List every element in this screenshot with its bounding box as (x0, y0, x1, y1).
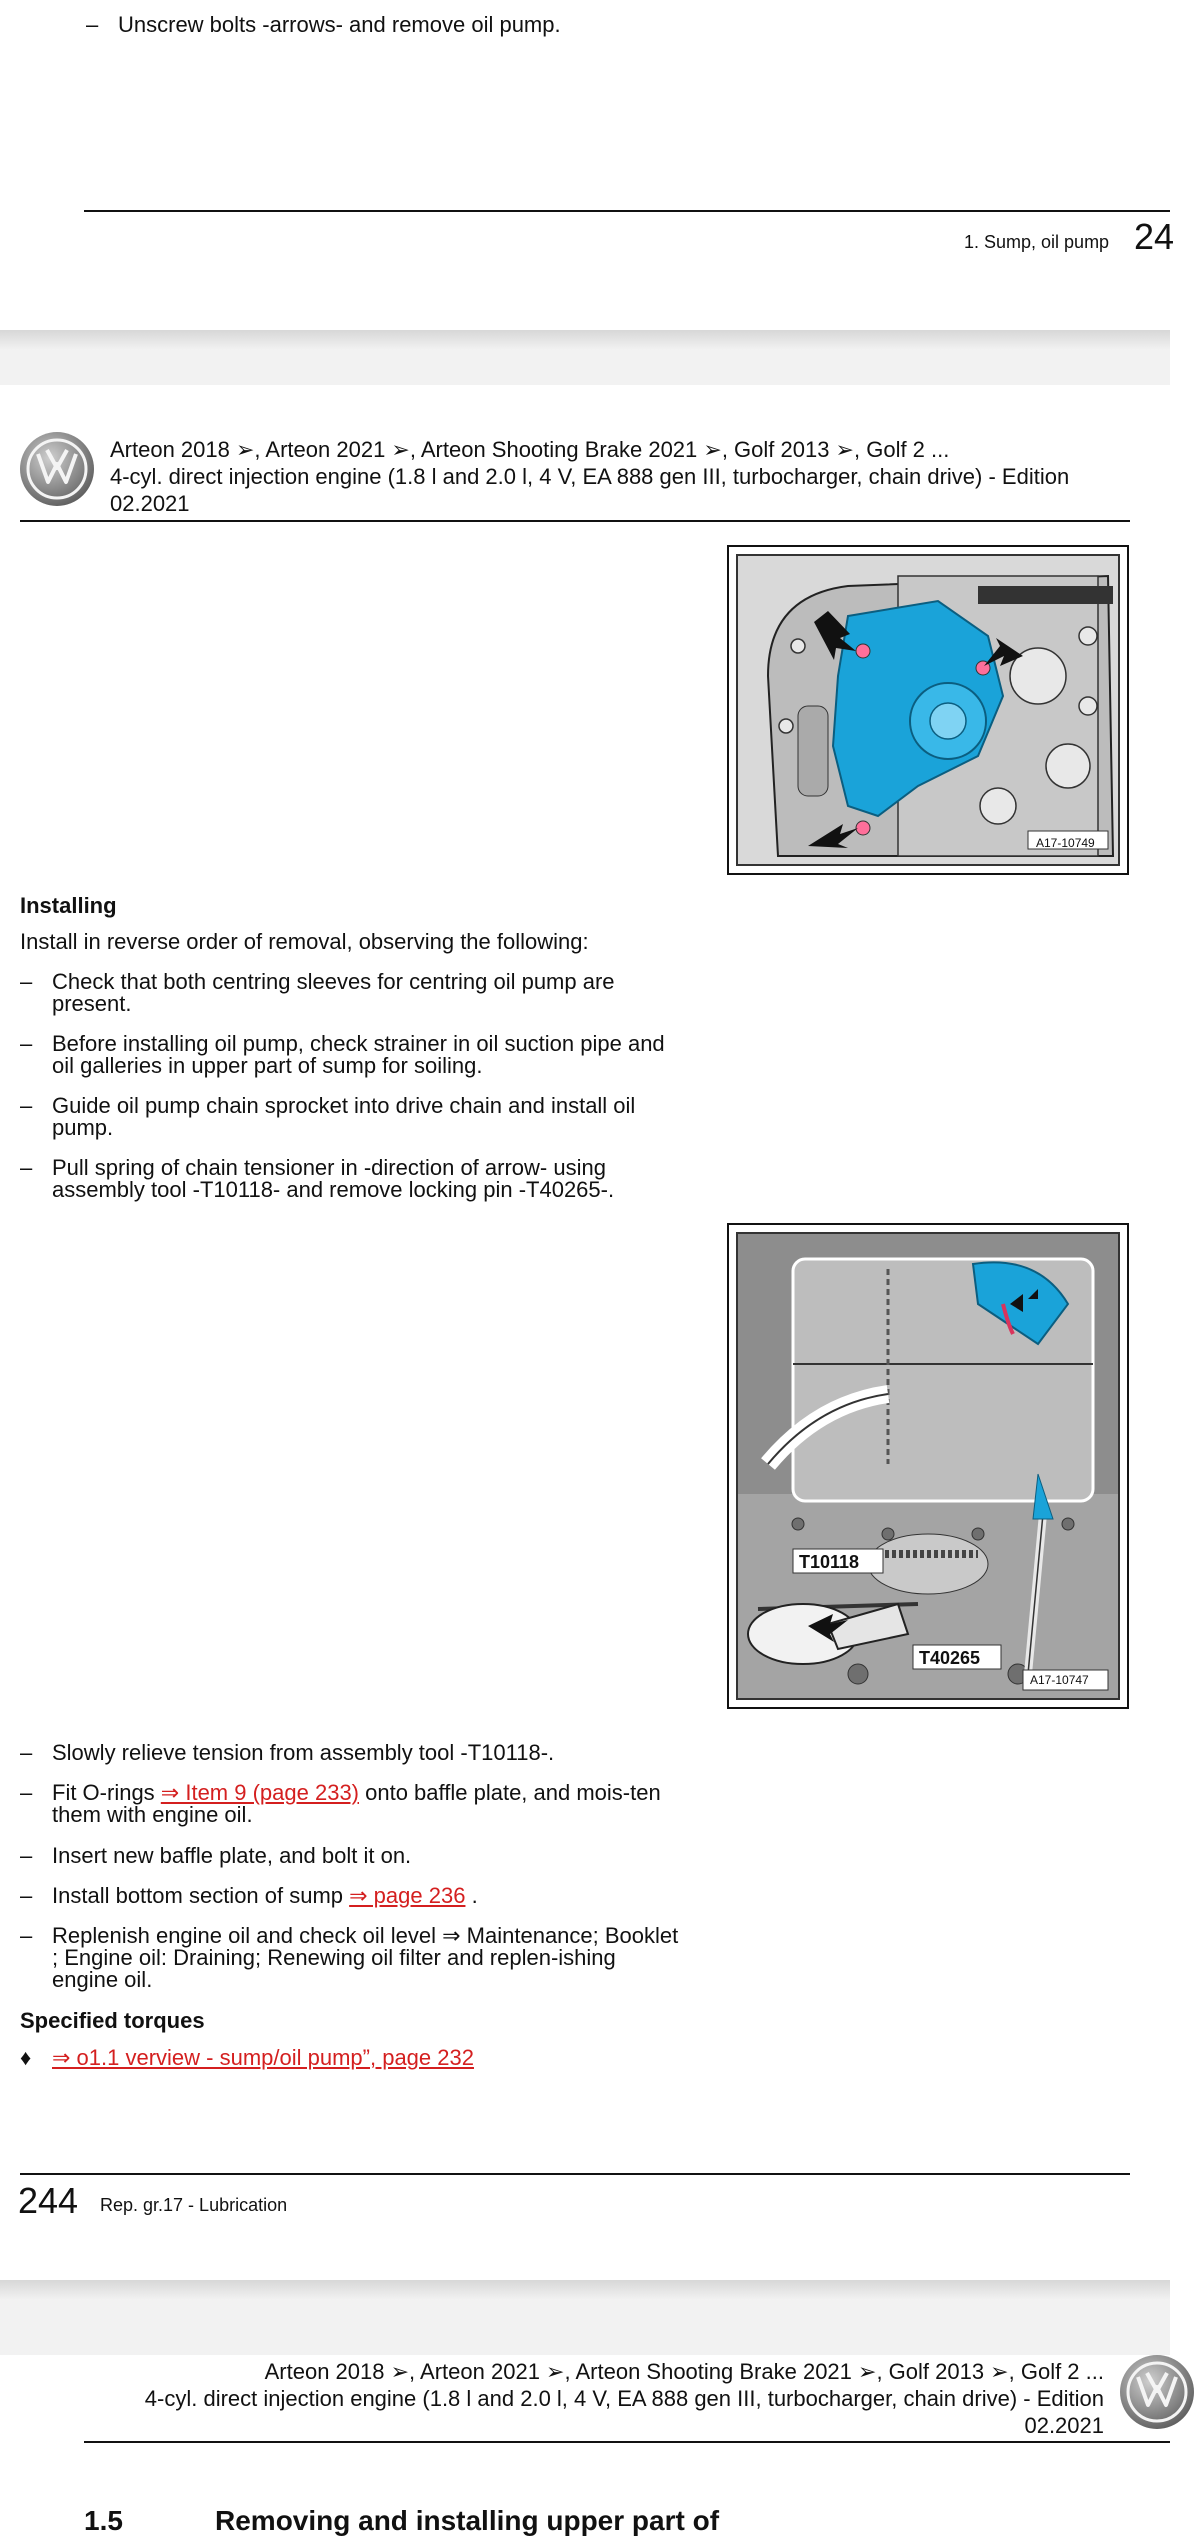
chain-tensioner-illustration (738, 1234, 1118, 1698)
bullet-icon: ♦ (20, 2045, 32, 2070)
overview-link[interactable]: ⇒ o1.1 verview - sump/oil pump”, page 232 (52, 2045, 474, 2070)
installing-heading: Installing (20, 893, 117, 918)
footer-section: Rep. gr.17 - Lubrication (100, 2195, 288, 2215)
vw-logo-icon (1120, 2355, 1194, 2429)
header-line3: 02.2021 (1024, 2413, 1104, 2438)
page-245 (0, 2355, 1170, 2536)
figure-oil-pump (727, 545, 1129, 875)
header-line3: 02.2021 (110, 491, 190, 516)
tool-label-t40265: T40265 (919, 1648, 981, 1668)
oil-pump-illustration (738, 556, 1118, 864)
page-243 (0, 0, 1175, 330)
header-rule (20, 520, 1130, 522)
footer-page-number: 24 (1134, 216, 1175, 257)
header-line1: Arteon 2018 ➢, Arteon 2021 ➢, Arteon Shooting Brake 2021 ➢, Golf 2013 ➢, Golf 2 ... (110, 437, 950, 462)
figure-code: A17-10747 (1030, 1673, 1089, 1687)
section-number: 1.5 (84, 2505, 123, 2536)
footer-page-number: 244 (18, 2180, 79, 2221)
torques-heading: Specified torques (20, 2008, 205, 2033)
step-text: Unscrew bolts -arrows- and remove oil pump. (118, 12, 561, 37)
footer-section: 1. Sump, oil pump (964, 232, 1110, 252)
figure-chain-tensioner (727, 1223, 1129, 1709)
tool-label-t10118: T10118 (799, 1552, 860, 1572)
step-dash: – (86, 12, 99, 37)
figure-code: A17-10749 (1036, 836, 1095, 850)
header-line2: 4-cyl. direct injection engine (1.8 l and 2.0 l, 4 V, EA 888 gen III, turbocharger, chain drive) - Edition (110, 464, 1070, 489)
page-gap (0, 330, 1170, 385)
header-line2: 4-cyl. direct injection engine (1.8 l and 2.0 l, 4 V, EA 888 gen III, turbocharger, chain drive) - Edition (144, 2386, 1104, 2411)
installing-intro: Install in reverse order of removal, observing the following: (20, 929, 589, 954)
page-236-link[interactable]: ⇒ page 236 (349, 1883, 466, 1908)
section-title: Removing and installing upper part of (215, 2505, 720, 2536)
footer-rule (84, 210, 1170, 212)
vw-logo-icon (20, 432, 94, 506)
header-line1: Arteon 2018 ➢, Arteon 2021 ➢, Arteon Shooting Brake 2021 ➢, Golf 2013 ➢, Golf 2 ... (264, 2359, 1104, 2384)
page-gap (0, 2280, 1170, 2355)
page-244: Arteon 2018 ➢, Arteon 2021 ➢, Arteon Shooting Brake 2021 ➢, Golf 2013 ➢, Golf 2 ... 4-cyl. direct injection engine (1.8 l and 2.0 l, 4 V, EA 888 gen III, turbocharger, chain drive) - Edition 02.2021 A17-10749 Installing Install in reverse order of removal, observing the following: – Check that both centring sleeves for centring oil pump are present. – Before installing oil pump, check strainer in oil suction pipe and oil galleries in upper part of sump for soiling. – Guide oil pump chain sprocket into drive chain and install oil pump. – Pull spring of chain tensioner in -direction of arrow- using assembly tool -T10118- and remove locking pin -T40265-. T10118 T40265 A17-10747 – Slowly relieve tension from assembly tool -T10118-. – Fit O-rings ⇒ Item 9 (page 233) onto baffle plate, and mois-ten them with engine oil. – Insert new baffle plate, and bolt it on. – Install bottom section of sump ⇒ page 236 . – Replenish engine oil and check oil level ⇒ Maintenance; Booklet ; Engine oil: Draining; Renewing oil filter and replen-ishing engine oil. Specified torques ♦ ⇒ o1.1 verview - sump/oil pump”, page 232 244 Rep. gr.17 - Lubrication (0, 385, 1170, 2280)
header-rule (84, 2441, 1170, 2443)
footer-rule (20, 2173, 1130, 2175)
item-9-link[interactable]: ⇒ Item 9 (page 233) (160, 1780, 360, 1805)
